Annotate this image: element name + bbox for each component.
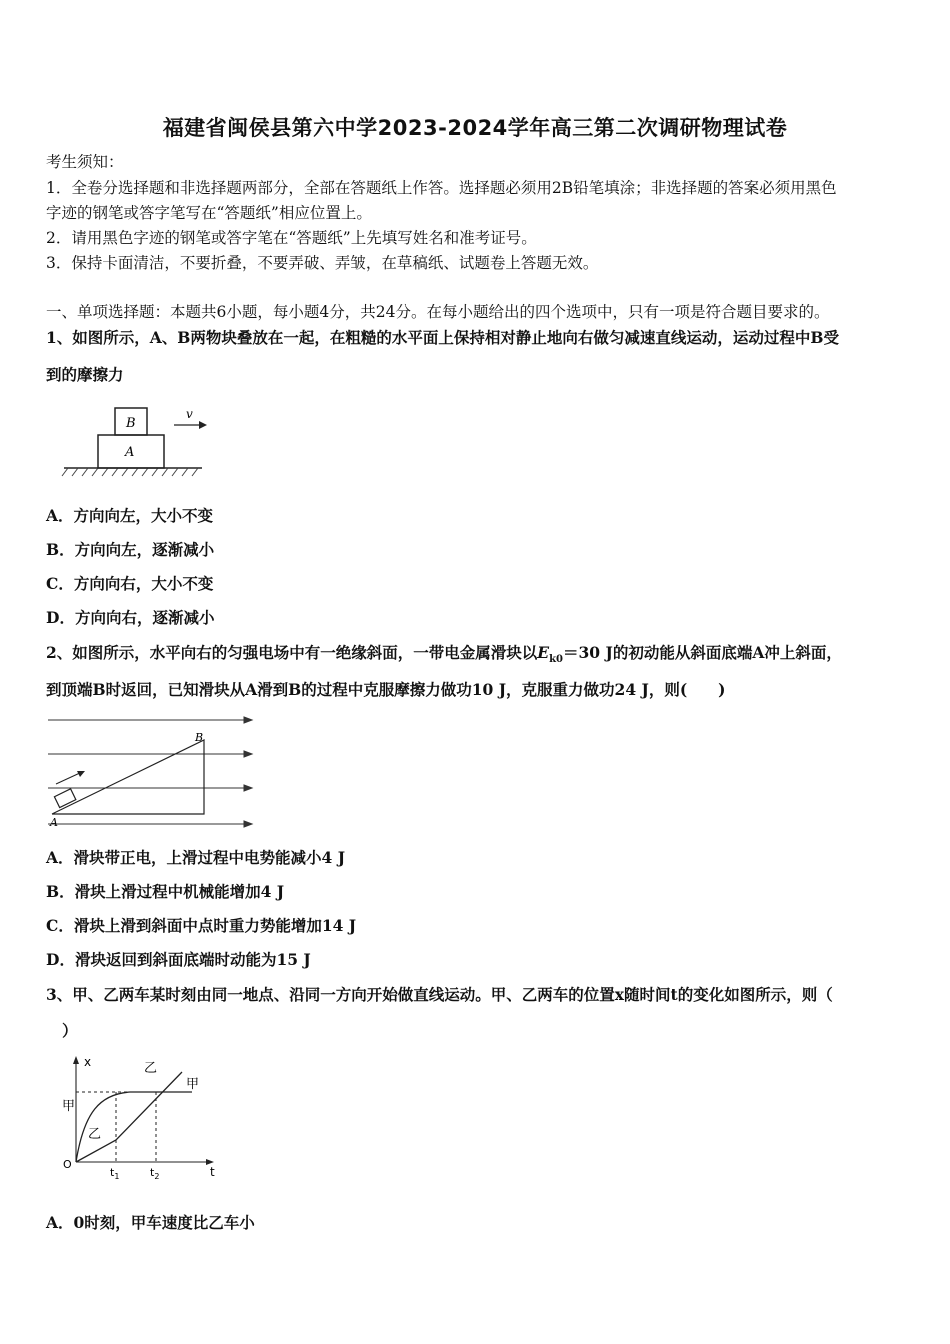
yi-top-label: 乙 (144, 1061, 158, 1076)
t2-label: $t_2$ (150, 1166, 160, 1181)
q2-option-a: A．滑块带正电，上滑过程中电势能减小4 J (46, 848, 346, 867)
q2-stem-line2: 到顶端B时返回，已知滑块从A滑到B的过程中克服摩擦力做功10 J，克服重力做功24 J，则( ) (46, 680, 726, 699)
jia-left-label: 甲 (62, 1099, 76, 1114)
t1-label: $t_1$ (110, 1166, 120, 1181)
notice-item-1: 1．全卷分选择题和非选择题两部分，全部在答题纸上作答。选择题必须用2B铅笔填涂；非选择题的答案必须用黑色 (46, 179, 837, 197)
label-b: B (126, 416, 136, 431)
q3-stem-line2: ） (62, 1021, 78, 1040)
label-b: B (195, 731, 204, 744)
ek-symbol: E (537, 643, 550, 662)
q1-figure (62, 402, 212, 482)
label-v: v (186, 407, 193, 421)
q2-stem-line1 (46, 643, 842, 670)
yi-line (76, 1072, 182, 1162)
q2-option-b: B．滑块上滑过程中机械能增加4 J (46, 882, 285, 901)
q2-option-c: C．滑块上滑到斜面中点时重力势能增加14 J (46, 916, 357, 935)
notice-heading: 考生须知： (46, 153, 124, 171)
q1-stem-line2: 到的摩擦力 (46, 365, 124, 384)
slider-block (54, 789, 75, 808)
slider-velocity-arrow (56, 772, 82, 784)
q2-stem-text: 2、如图所示，水平向右的匀强电场中有一绝缘斜面，一带电金属滑块以 (46, 643, 538, 662)
q3-stem-line1: 3、甲、乙两车某时刻由同一地点、沿同一方向开始做直线运动。甲、乙两车的位置x随时间t的变化如图所示，则（ (46, 985, 833, 1004)
incline (52, 740, 204, 814)
ek-subscript: k0 (549, 654, 564, 666)
jia-right-label: 甲 (186, 1077, 200, 1092)
q3-figure (60, 1052, 228, 1180)
notice-item-2: 2．请用黑色字迹的钢笔或答字笔在“答题纸”上先填写姓名和准考证号。 (46, 229, 537, 247)
label-a: A (125, 445, 135, 460)
q2-stem-tail: ＝30 J的初动能从斜面底端A冲上斜面， (563, 643, 842, 662)
x-axis-label: x (84, 1055, 92, 1069)
q1-option-c: C．方向向右，大小不变 (46, 574, 214, 593)
q2-option-d: D．滑块返回到斜面底端时动能为15 J (46, 950, 311, 969)
section-heading: 一、单项选择题：本题共6小题，每小题4分，共24分。在每小题给出的四个选项中，只有一项是符合题目要求的。 (46, 303, 830, 321)
notice-item-3: 3．保持卡面清洁，不要折叠，不要弄破、弄皱，在草稿纸、试题卷上答题无效。 (46, 254, 599, 272)
page-title: 福建省闽侯县第六中学2023-2024学年高三第二次调研物理试卷 (162, 116, 788, 140)
q2-figure (46, 712, 258, 830)
q1-option-a: A．方向向左，大小不变 (46, 506, 214, 525)
label-a: A (50, 816, 58, 829)
q1-stem-line1: 1、如图所示，A、B两物块叠放在一起，在粗糙的水平面上保持相对静止地向右做匀减速直线运动，运动过程中B受 (46, 328, 840, 347)
origin-label: O (63, 1158, 72, 1171)
q1-option-d: D．方向向右，逐渐减小 (46, 608, 215, 627)
yi-inner-label: 乙 (88, 1127, 102, 1142)
notice-item-1-cont: 字迹的钢笔或答字笔写在“答题纸”相应位置上。 (46, 204, 372, 222)
q3-option-a: A．0时刻，甲车速度比乙车小 (46, 1213, 255, 1232)
q1-option-b: B．方向向左，逐渐减小 (46, 540, 215, 559)
t-axis-label: t (210, 1165, 215, 1179)
